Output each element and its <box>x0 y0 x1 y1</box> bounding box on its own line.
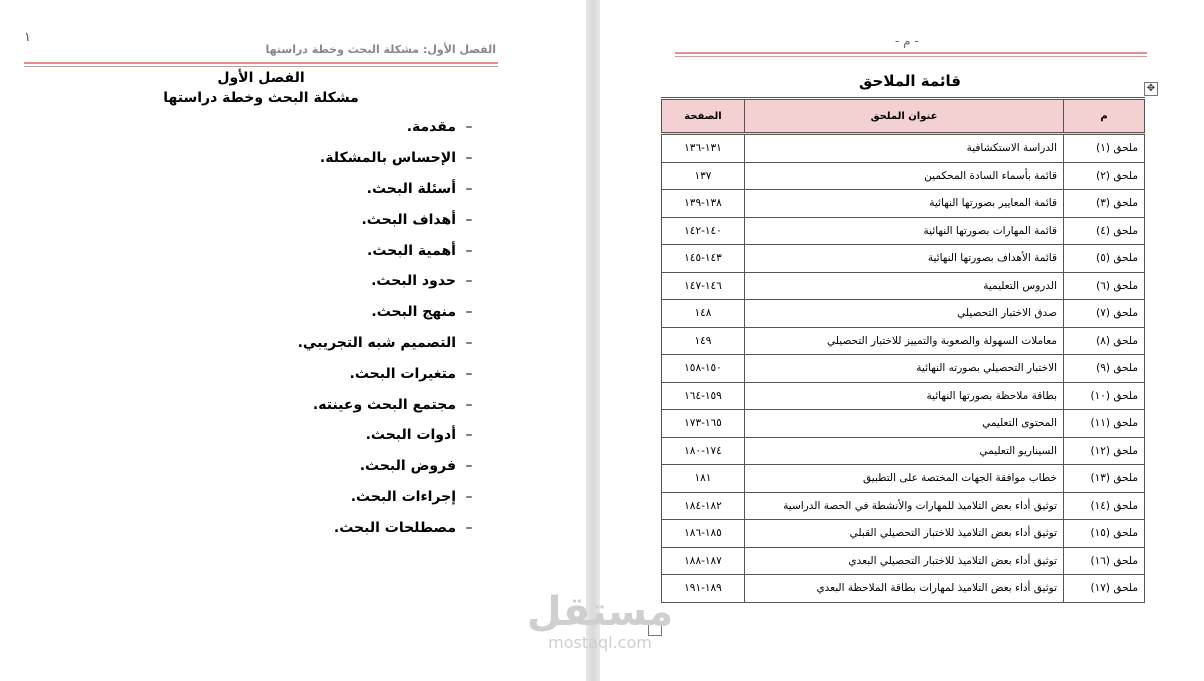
appendix-title-cell: قائمة المعايير بصورتها النهائية <box>745 190 1064 218</box>
list-dash: – <box>465 119 473 136</box>
table-row <box>662 300 1145 328</box>
table-move-handle-icon[interactable]: ✥ <box>1144 82 1158 96</box>
page-gutter <box>586 0 600 681</box>
appendix-number-cell: ملحق (٩) <box>1064 355 1145 383</box>
contents-item-label: أهمية البحث. <box>367 242 456 259</box>
header-page: الصفحة <box>662 99 745 134</box>
table-header-row <box>662 99 1145 134</box>
appendix-title-cell: قائمة بأسماء السادة المحكمين <box>745 162 1064 190</box>
chapter-contents-list <box>290 112 480 543</box>
table-row <box>662 382 1145 410</box>
list-dash: – <box>465 242 473 259</box>
list-dash: – <box>465 150 473 167</box>
table-row <box>662 217 1145 245</box>
table-row <box>662 134 1145 163</box>
appendices-table-body <box>662 134 1145 603</box>
contents-list-item <box>290 204 480 235</box>
appendix-number-cell: ملحق (١٧) <box>1064 575 1145 603</box>
appendices-title: قائمة الملاحق <box>858 72 961 90</box>
table-row <box>662 410 1145 438</box>
table-row <box>662 547 1145 575</box>
appendix-title-cell: معاملات السهولة والصعوبة والتمييز للاختبار التحصيلي <box>745 327 1064 355</box>
table-row <box>662 355 1145 383</box>
appendix-number-cell: ملحق (٤) <box>1064 217 1145 245</box>
appendix-page-cell: ١٨٩-١٩١ <box>662 575 745 603</box>
table-row <box>662 575 1145 603</box>
table-row <box>662 492 1145 520</box>
appendix-page-cell: ١٦٥-١٧٣ <box>662 410 745 438</box>
contents-list-item <box>290 512 480 543</box>
contents-item-label: فروض البحث. <box>359 458 456 475</box>
appendix-number-cell: ملحق (٥) <box>1064 245 1145 273</box>
page-number: ١ <box>24 30 31 45</box>
chapter-subtitle: مشكلة البحث وخطة دراستها <box>163 90 359 106</box>
contents-list-item <box>290 482 480 513</box>
appendix-page-cell: ١٤٩ <box>662 327 745 355</box>
appendices-table <box>661 97 1145 603</box>
contents-item-label: متغيرات البحث. <box>349 365 456 382</box>
contents-item-label: التصميم شبه التجريبي. <box>297 334 456 351</box>
header-number: م <box>1064 99 1145 134</box>
list-dash: – <box>465 304 473 321</box>
appendix-page-cell: ١٨٢-١٨٤ <box>662 492 745 520</box>
list-dash: – <box>465 180 473 197</box>
table-row <box>662 245 1145 273</box>
list-dash: – <box>465 334 473 351</box>
contents-list-item <box>290 297 480 328</box>
list-dash: – <box>465 396 473 413</box>
appendix-page-cell: ١٣٧ <box>662 162 745 190</box>
appendix-number-cell: ملحق (١) <box>1064 134 1145 163</box>
contents-item-label: الإحساس بالمشكلة. <box>319 150 456 167</box>
running-head: الفصل الأول: مشكلة البحث وخطة دراستها <box>265 43 496 56</box>
header-rule <box>24 62 498 64</box>
contents-item-label: حدود البحث. <box>371 273 456 290</box>
appendix-page-cell: ١٨١ <box>662 465 745 493</box>
appendix-title-cell: قائمة المهارات بصورتها النهائية <box>745 217 1064 245</box>
appendix-number-cell: ملحق (١٢) <box>1064 437 1145 465</box>
contents-item-label: مصطلحات البحث. <box>333 519 456 536</box>
appendix-title-cell: المحتوى التعليمي <box>745 410 1064 438</box>
table-row <box>662 520 1145 548</box>
appendix-page-cell: ١٤٨ <box>662 300 745 328</box>
appendix-title-cell: توثيق أداء بعض التلاميذ للاختبار التحصيلي البعدي <box>745 547 1064 575</box>
page-number: - م - <box>895 34 919 48</box>
list-dash: – <box>465 427 473 444</box>
appendix-title-cell: الدروس التعليمية <box>745 272 1064 300</box>
list-dash: – <box>465 519 473 536</box>
appendix-number-cell: ملحق (٨) <box>1064 327 1145 355</box>
contents-item-label: مقدمة. <box>406 119 456 136</box>
contents-list-item <box>290 143 480 174</box>
watermark-url: mostaql.com <box>548 633 652 652</box>
table-row <box>662 162 1145 190</box>
table-row <box>662 465 1145 493</box>
appendix-page-cell: ١٨٧-١٨٨ <box>662 547 745 575</box>
contents-list-item <box>290 420 480 451</box>
watermark-logo-text: مستقل <box>526 589 674 635</box>
table-row <box>662 327 1145 355</box>
appendix-number-cell: ملحق (١٤) <box>1064 492 1145 520</box>
table-row <box>662 190 1145 218</box>
appendix-title-cell: بطاقة ملاحظة بصورتها النهائية <box>745 382 1064 410</box>
table-row <box>662 272 1145 300</box>
table-row <box>662 437 1145 465</box>
contents-item-label: أهداف البحث. <box>361 211 456 228</box>
right-page <box>600 0 1204 681</box>
header-rule-thin <box>675 56 1147 57</box>
appendix-page-cell: ١٧٤-١٨٠ <box>662 437 745 465</box>
header-rule <box>675 52 1147 54</box>
appendix-number-cell: ملحق (٢) <box>1064 162 1145 190</box>
appendix-number-cell: ملحق (١١) <box>1064 410 1145 438</box>
appendix-number-cell: ملحق (١٥) <box>1064 520 1145 548</box>
appendix-title-cell: خطاب موافقة الجهات المختصة على التطبيق <box>745 465 1064 493</box>
contents-item-label: إجراءات البحث. <box>350 488 456 505</box>
appendix-page-cell: ١٨٥-١٨٦ <box>662 520 745 548</box>
appendix-title-cell: قائمة الأهداف بصورتها النهائية <box>745 245 1064 273</box>
appendix-number-cell: ملحق (١٦) <box>1064 547 1145 575</box>
appendix-title-cell: الدراسة الاستكشافية <box>745 134 1064 163</box>
header-rule-thin <box>24 66 498 67</box>
appendix-page-cell: ١٥٩-١٦٤ <box>662 382 745 410</box>
appendix-title-cell: السيناريو التعليمي <box>745 437 1064 465</box>
list-dash: – <box>465 365 473 382</box>
appendix-title-cell: توثيق أداء بعض التلاميذ للاختبار التحصيلي القبلي <box>745 520 1064 548</box>
contents-item-label: منهج البحث. <box>371 304 456 321</box>
contents-list-item <box>290 266 480 297</box>
list-dash: – <box>465 273 473 290</box>
contents-list-item <box>290 358 480 389</box>
appendix-number-cell: ملحق (٧) <box>1064 300 1145 328</box>
contents-list-item <box>290 328 480 359</box>
list-dash: – <box>465 458 473 475</box>
contents-list-item <box>290 451 480 482</box>
appendix-page-cell: ١٣٨-١٣٩ <box>662 190 745 218</box>
list-dash: – <box>465 211 473 228</box>
appendix-page-cell: ١٤٦-١٤٧ <box>662 272 745 300</box>
appendix-page-cell: ١٤٠-١٤٢ <box>662 217 745 245</box>
appendix-number-cell: ملحق (١٣) <box>1064 465 1145 493</box>
appendix-title-cell: الاختبار التحصيلي بصورته النهائية <box>745 355 1064 383</box>
contents-item-label: أسئلة البحث. <box>366 180 456 197</box>
header-title: عنوان الملحق <box>745 99 1064 134</box>
chapter-title: الفصل الأول <box>217 70 305 86</box>
contents-list-item <box>290 112 480 143</box>
appendix-number-cell: ملحق (٦) <box>1064 272 1145 300</box>
appendix-title-cell: توثيق أداء بعض التلاميذ لمهارات بطاقة الملاحظة البعدي <box>745 575 1064 603</box>
appendix-page-cell: ١٤٣-١٤٥ <box>662 245 745 273</box>
left-page <box>0 0 586 681</box>
contents-item-label: مجتمع البحث وعينته. <box>312 396 456 413</box>
appendix-number-cell: ملحق (١٠) <box>1064 382 1145 410</box>
contents-list-item <box>290 174 480 205</box>
contents-list-item <box>290 235 480 266</box>
appendix-page-cell: ١٥٠-١٥٨ <box>662 355 745 383</box>
table-resize-handle[interactable] <box>648 622 662 636</box>
appendix-number-cell: ملحق (٣) <box>1064 190 1145 218</box>
appendix-title-cell: توثيق أداء بعض التلاميذ للمهارات والأنشطة في الحصة الدراسية <box>745 492 1064 520</box>
contents-item-label: أدوات البحث. <box>365 427 456 444</box>
list-dash: – <box>465 488 473 505</box>
appendix-page-cell: ١٣١-١٣٦ <box>662 134 745 163</box>
contents-list-item <box>290 389 480 420</box>
appendix-title-cell: صدق الاختبار التحصيلي <box>745 300 1064 328</box>
